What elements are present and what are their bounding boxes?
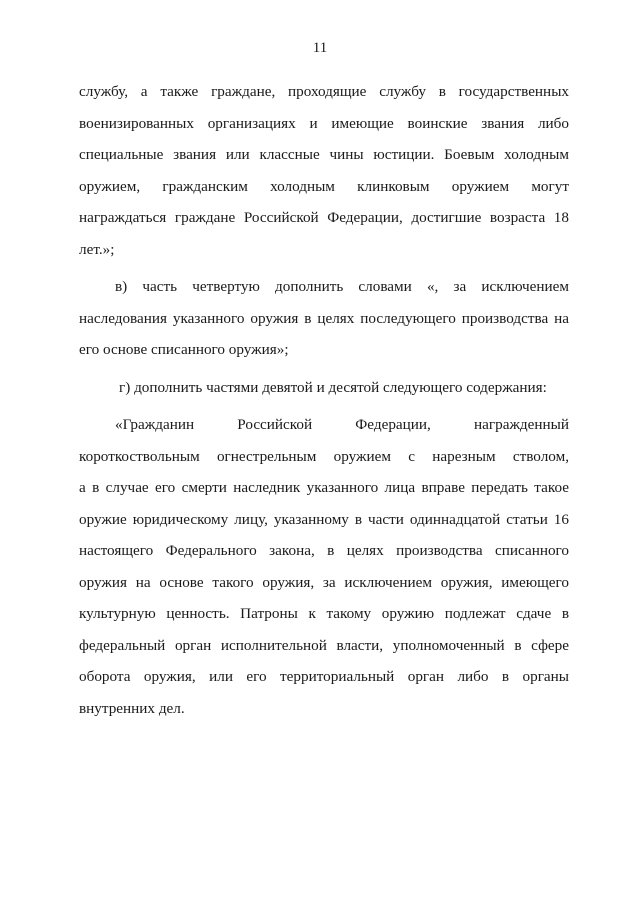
text-line: культурную ценность. Патроны к такому оружию подлежат сдаче в [79,605,569,622]
text-line: наследования указанного оружия в целях последующего производства на [79,309,569,327]
text-line: г) дополнить частями девятой и десятой следующего содержания: [119,378,547,396]
text-line: настоящего Федерального закона, в целях производства списанного [79,542,569,559]
text-line: его основе списанного оружия»; [79,341,289,358]
text-line: лет.»; [79,240,115,258]
text-line: в) часть четвертую дополнить словами «, за исключением [115,278,569,295]
text-line: награждаться граждане Российской Федерации, достигшие возраста 18 [79,209,569,226]
paragraph-item-v [79,271,569,366]
text-line: федеральный орган исполнительной власти, уполномоченный в сфере [79,636,569,654]
document-body [79,76,569,724]
text-line: военизированных организациях и имеющие воинские звания либо [79,114,569,132]
text-line: оружия на основе такого оружия, за исключением оружия, имеющего [79,573,569,591]
text-line: специальные звания или классные чины юстиции. Боевым холодным [79,146,569,163]
text-line: короткоствольным огнестрельным оружием с нарезным стволом, [79,447,569,465]
text-line: оружием, гражданским холодным клинковым оружием могут [79,177,569,195]
text-line: внутренних дел. [79,699,185,717]
text-line: оборота оружия, или его территориальный орган либо в органы [79,668,569,685]
page-number: 11 [312,40,328,56]
text-line: а в случае его смерти наследник указанного лица вправе передать такое [79,479,569,496]
paragraph-continuation [79,76,569,265]
text-line: оружие юридическому лицу, указанному в части одиннадцатой статьи 16 [79,510,569,528]
paragraph-item-g [79,372,569,404]
text-line: службу, а также граждане, проходящие службу в государственных [79,83,569,100]
paragraph-quoted-text [79,409,569,724]
text-line: «Гражданин Российской Федерации, награжденный [115,416,569,433]
